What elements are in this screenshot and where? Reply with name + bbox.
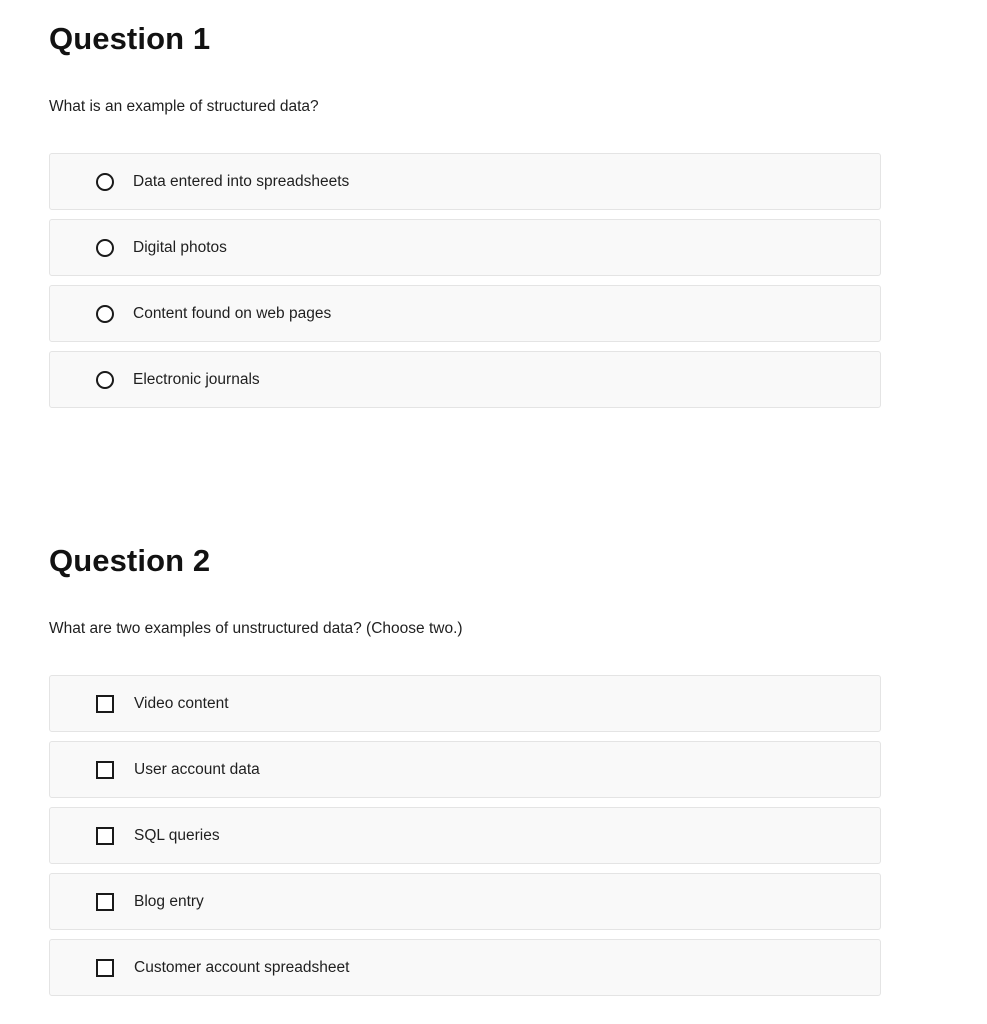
answer-option-checkbox[interactable]: [49, 939, 881, 996]
radio-button[interactable]: [96, 239, 114, 257]
question-1: [49, 20, 881, 408]
question-prompt: What is an example of structured data?: [49, 98, 319, 115]
answer-option-radio[interactable]: [49, 219, 881, 276]
answer-options: [49, 675, 881, 996]
option-label: SQL queries: [134, 826, 220, 844]
question-title: Question 2: [49, 543, 211, 578]
option-label: User account data: [134, 760, 260, 778]
answer-option-radio[interactable]: [49, 153, 881, 210]
option-label: Customer account spreadsheet: [134, 958, 350, 976]
answer-option-radio[interactable]: [49, 351, 881, 408]
checkbox[interactable]: [96, 959, 114, 977]
checkbox[interactable]: [96, 695, 114, 713]
radio-button[interactable]: [96, 371, 114, 389]
answer-options: [49, 153, 881, 408]
checkbox[interactable]: [96, 827, 114, 845]
question-2: [49, 542, 881, 996]
radio-button[interactable]: [96, 173, 114, 191]
option-label: Video content: [134, 694, 229, 712]
question-title: Question 1: [49, 21, 211, 56]
option-label: Electronic journals: [133, 370, 260, 388]
answer-option-checkbox[interactable]: [49, 807, 881, 864]
answer-option-radio[interactable]: [49, 285, 881, 342]
radio-button[interactable]: [96, 305, 114, 323]
question-prompt: What are two examples of unstructured data? (Choose two.): [49, 620, 463, 637]
answer-option-checkbox[interactable]: [49, 741, 881, 798]
option-label: Content found on web pages: [133, 304, 332, 322]
option-label: Blog entry: [134, 892, 204, 910]
option-label: Digital photos: [133, 238, 227, 256]
answer-option-checkbox[interactable]: [49, 675, 881, 732]
checkbox[interactable]: [96, 893, 114, 911]
option-label: Data entered into spreadsheets: [133, 172, 350, 190]
answer-option-checkbox[interactable]: [49, 873, 881, 930]
checkbox[interactable]: [96, 761, 114, 779]
